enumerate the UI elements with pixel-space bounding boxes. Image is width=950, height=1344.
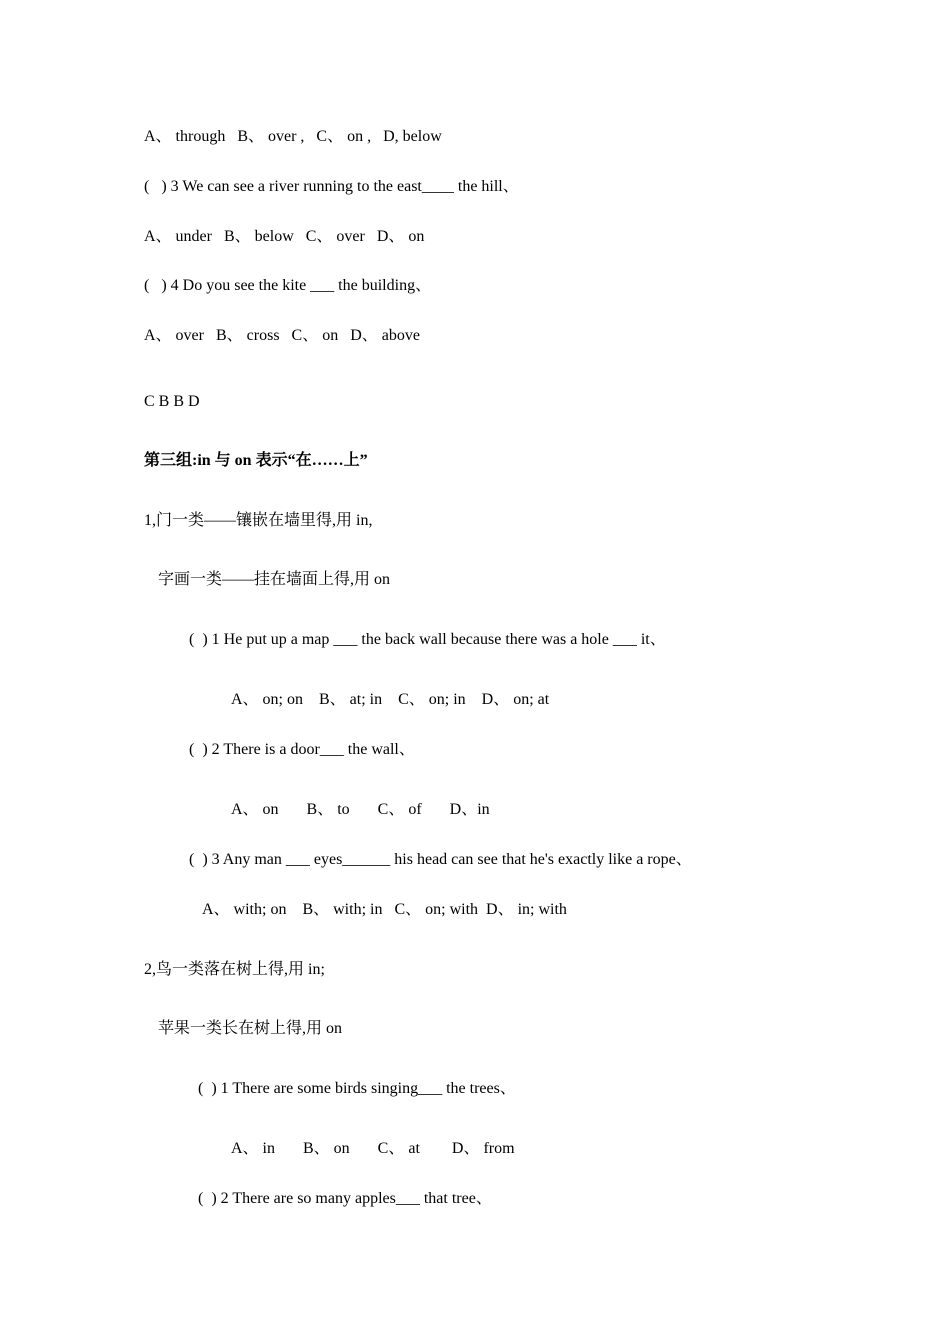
exercise-2-2: ( ) 2 There are so many apples___ that tree、 xyxy=(198,1190,492,1207)
answer-key: C B B D xyxy=(144,393,200,410)
exercise-2-1: ( ) 1 There are some birds singing___ the trees、 xyxy=(198,1080,516,1097)
rule-1-door: 1,门一类——镶嵌在墙里得,用 in, xyxy=(144,512,373,529)
options-1-1: A、 on; on B、 at; in C、 on; in D、 on; at xyxy=(231,691,550,708)
exercise-1-1: ( ) 1 He put up a map ___ the back wall because there was a hole ___ it、 xyxy=(189,631,666,648)
options-q2: A、 through B、 over , C、 on , D, below xyxy=(144,128,442,145)
rule-2-apple: 苹果一类长在树上得,用 on xyxy=(158,1020,343,1037)
section-heading: 第三组:in 与 on 表示“在……上” xyxy=(144,452,368,469)
options-q4: A、 over B、 cross C、 on D、 above xyxy=(144,327,420,344)
options-2-1: A、 in B、 on C、 at D、 from xyxy=(231,1140,515,1157)
question-3: ( ) 3 We can see a river running to the east____ the hill、 xyxy=(144,178,519,195)
rule-1-painting: 字画一类——挂在墙面上得,用 on xyxy=(158,571,391,588)
options-1-2: A、 on B、 to C、 of D、in xyxy=(231,801,490,818)
exercise-1-2: ( ) 2 There is a door___ the wall、 xyxy=(189,741,415,758)
options-1-3: A、 with; on B、 with; in C、 on; with D、 in; with xyxy=(202,901,567,918)
options-q3: A、 under B、 below C、 over D、 on xyxy=(144,228,425,245)
rule-2-bird: 2,鸟一类落在树上得,用 in; xyxy=(144,961,325,978)
question-4: ( ) 4 Do you see the kite ___ the building、 xyxy=(144,277,432,294)
exercise-1-3: ( ) 3 Any man ___ eyes______ his head can see that he's exactly like a rope、 xyxy=(189,851,692,868)
